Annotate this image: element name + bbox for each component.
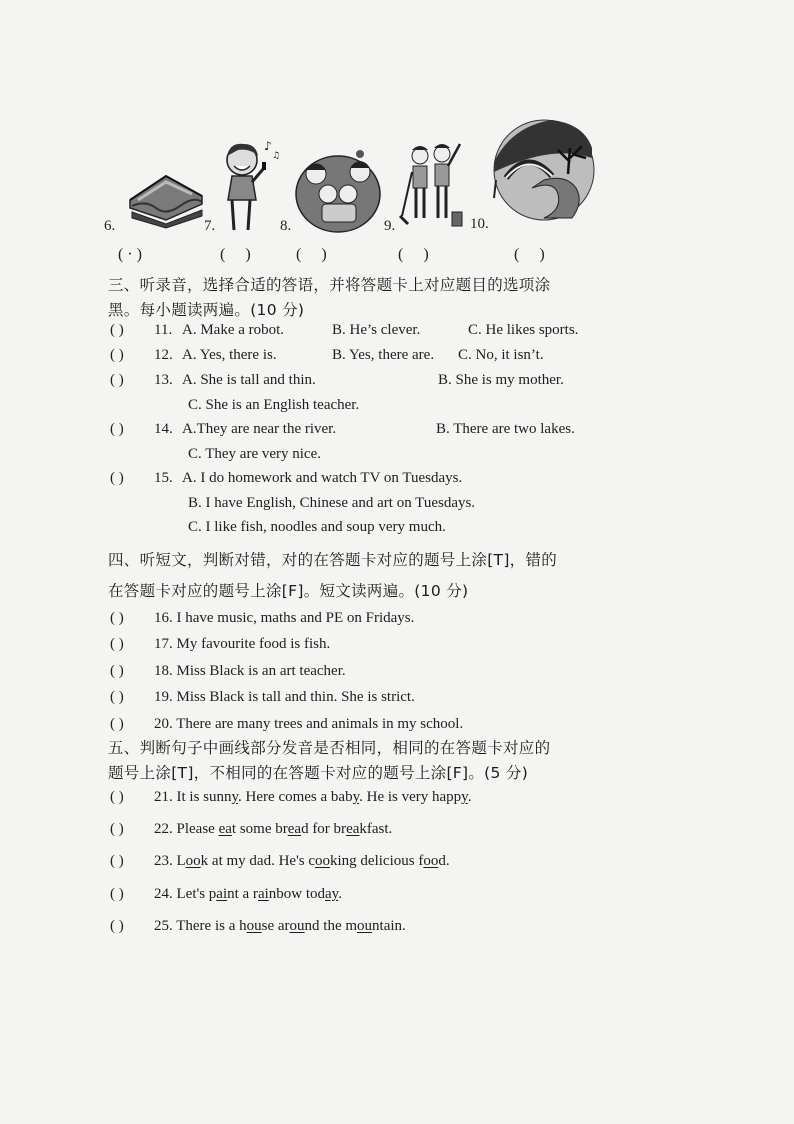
question-15-option-c: C. I like fish, noodles and soup very much. [188, 519, 446, 535]
underlined-part: ai [216, 886, 228, 902]
text-part: d for br [301, 821, 347, 837]
answer-blank[interactable]: ( ) [110, 372, 124, 388]
question-text: 18. Miss Black is an art teacher. [154, 663, 346, 679]
section3-heading [108, 273, 608, 323]
question-13 [110, 372, 564, 389]
question-12 [110, 347, 544, 364]
sentence [177, 789, 472, 805]
picture-number-8: 8. [280, 218, 292, 234]
question-19 [110, 689, 415, 706]
underlined-part: ea [346, 821, 360, 837]
picture-number-6: 6. [104, 218, 116, 234]
question-22 [110, 821, 392, 838]
question-11 [110, 322, 579, 339]
text-part: se ar [261, 918, 290, 934]
question-18 [110, 663, 346, 680]
answer-blank[interactable]: ( ) [110, 663, 124, 679]
text-part: king delicious f [330, 853, 424, 869]
underlined-part: ou [246, 918, 262, 934]
underlined-part: oo [423, 853, 439, 869]
text-part: nt a r [227, 886, 258, 902]
svg-text:♫: ♫ [272, 151, 281, 161]
svg-text:♪: ♪ [264, 139, 272, 153]
picture-number-7: 7. [204, 218, 216, 234]
picture-number-10: 10. [470, 216, 489, 232]
text-part: Let's p [176, 886, 217, 902]
text-part: d. [438, 853, 450, 869]
picture-answer-6[interactable]: ( · ) [118, 246, 142, 263]
picture-row [104, 118, 624, 268]
answer-blank[interactable]: ( ) [110, 610, 124, 626]
question-14 [110, 421, 575, 438]
text-part: t some br [231, 821, 288, 837]
answer-blank[interactable]: ( ) [110, 470, 124, 486]
text-part: nbow tod [268, 886, 326, 902]
kids-cleaning-icon [400, 142, 464, 234]
answer-blank[interactable]: ( ) [110, 886, 124, 902]
question-15 [110, 470, 463, 487]
underlined-part: ea [218, 821, 232, 837]
question-15-option-b: B. I have English, Chinese and art on Tuesdays. [188, 495, 476, 511]
option-b: B. Yes, there are. [332, 347, 435, 363]
question-number: 23. [154, 853, 173, 869]
underlined-part: ou [357, 918, 373, 934]
option-a: A. Make a robot. [182, 322, 285, 338]
picture-answer-7[interactable]: ( ) [220, 246, 251, 263]
text-part: k at my dad. He's c [200, 853, 316, 869]
option-c: C. No, it isn’t. [458, 347, 544, 363]
sentence [177, 853, 450, 869]
question-number: 13. [154, 372, 173, 388]
option-c: C. He likes sports. [468, 322, 579, 338]
option-a: A. Yes, there is. [182, 347, 277, 363]
section4-heading-line1: 四、听短文，判断对错，对的在答题卡对应的题号上涂[T]，错的 [108, 551, 558, 569]
answer-blank[interactable]: ( ) [110, 689, 124, 705]
question-16 [110, 610, 414, 627]
text-part: Please [176, 821, 219, 837]
question-number: 25. [154, 918, 173, 934]
underlined-part: y [461, 789, 468, 805]
question-number: 15. [154, 470, 173, 486]
underlined-part: oo [185, 853, 201, 869]
question-17 [110, 636, 330, 653]
question-text: 19. Miss Black is tall and thin. She is strict. [154, 689, 415, 705]
answer-blank[interactable]: ( ) [110, 322, 124, 338]
underlined-part: y [231, 789, 239, 805]
sentence [177, 821, 393, 837]
text-part: . [338, 886, 342, 902]
text-part: nd the m [304, 918, 358, 934]
picture-answer-9[interactable]: ( ) [398, 246, 429, 263]
section5-heading [108, 736, 608, 786]
underlined-part: y [352, 789, 360, 805]
boy-singing-icon [216, 138, 281, 234]
option-a: A.They are near the river. [182, 421, 337, 437]
section5-heading-line1: 五、判断句子中画线部分发音是否相同，相同的在答题卡对应的 [108, 739, 551, 757]
picture-number-9: 9. [384, 218, 396, 234]
answer-blank[interactable]: ( ) [110, 636, 124, 652]
text-part: ntain. [372, 918, 406, 934]
sentence [177, 886, 342, 902]
underlined-part: ou [289, 918, 305, 934]
text-part: . Here comes a bab [238, 789, 353, 805]
text-part: It is sunn [176, 789, 232, 805]
option-b: B. He’s clever. [332, 322, 421, 338]
family-icon [294, 144, 382, 234]
question-text: 20. There are many trees and animals in my school. [154, 716, 464, 732]
question-number: 24. [154, 886, 173, 902]
question-number: 12. [154, 347, 173, 363]
answer-blank[interactable]: ( ) [110, 918, 124, 934]
answer-blank[interactable]: ( ) [110, 421, 124, 437]
question-21 [110, 789, 471, 806]
question-text: 16. I have music, maths and PE on Fridays. [154, 610, 415, 626]
text-part: . He is very happ [359, 789, 462, 805]
section5-heading-line2: 题号上涂[T]，不相同的在答题卡对应的题号上涂[F]。(5 分) [108, 764, 529, 782]
question-14-option-c: C. They are very nice. [188, 446, 322, 462]
option-a: A. She is tall and thin. [182, 372, 316, 388]
option-a: A. I do homework and watch TV on Tuesdays. [182, 470, 463, 486]
underlined-part: ai [257, 886, 269, 902]
underlined-part: ea [287, 821, 302, 837]
question-20 [110, 716, 463, 733]
answer-blank[interactable]: ( ) [110, 716, 124, 732]
sentence [176, 918, 406, 934]
section4-heading-line2: 在答题卡对应的题号上涂[F]。短文读两遍。(10 分) [108, 582, 469, 600]
picture-answer-10[interactable]: ( ) [514, 246, 545, 263]
question-25 [110, 918, 406, 935]
underlined-part: ay [325, 886, 339, 902]
option-b: B. There are two lakes. [436, 421, 575, 437]
option-b: B. She is my mother. [438, 372, 564, 388]
sandwich-icon [126, 170, 206, 228]
picture-answer-8[interactable]: ( ) [296, 246, 327, 263]
question-13-option-c: C. She is an English teacher. [188, 397, 360, 413]
answer-blank[interactable]: ( ) [110, 853, 124, 869]
question-24 [110, 886, 342, 903]
section3-heading-line2: 黑。每小题读两遍。(10 分) [108, 301, 305, 319]
text-part: L [176, 853, 186, 869]
question-number: 11. [154, 322, 173, 338]
bridge-river-icon [492, 118, 596, 224]
question-text: 17. My favourite food is fish. [154, 636, 331, 652]
question-number: 14. [154, 421, 173, 437]
section4-heading [108, 545, 608, 607]
underlined-part: oo [315, 853, 331, 869]
text-part: kfast. [359, 821, 393, 837]
section3-heading-line1: 三、听录音，选择合适的答语，并将答题卡上对应题目的选项涂 [108, 276, 551, 294]
question-number: 21. [154, 789, 173, 805]
text-part: There is a h [176, 918, 247, 934]
answer-blank[interactable]: ( ) [110, 821, 124, 837]
answer-blank[interactable]: ( ) [110, 789, 124, 805]
answer-blank[interactable]: ( ) [110, 347, 124, 363]
text-part: . [467, 789, 472, 805]
question-23 [110, 853, 450, 870]
question-number: 22. [154, 821, 173, 837]
